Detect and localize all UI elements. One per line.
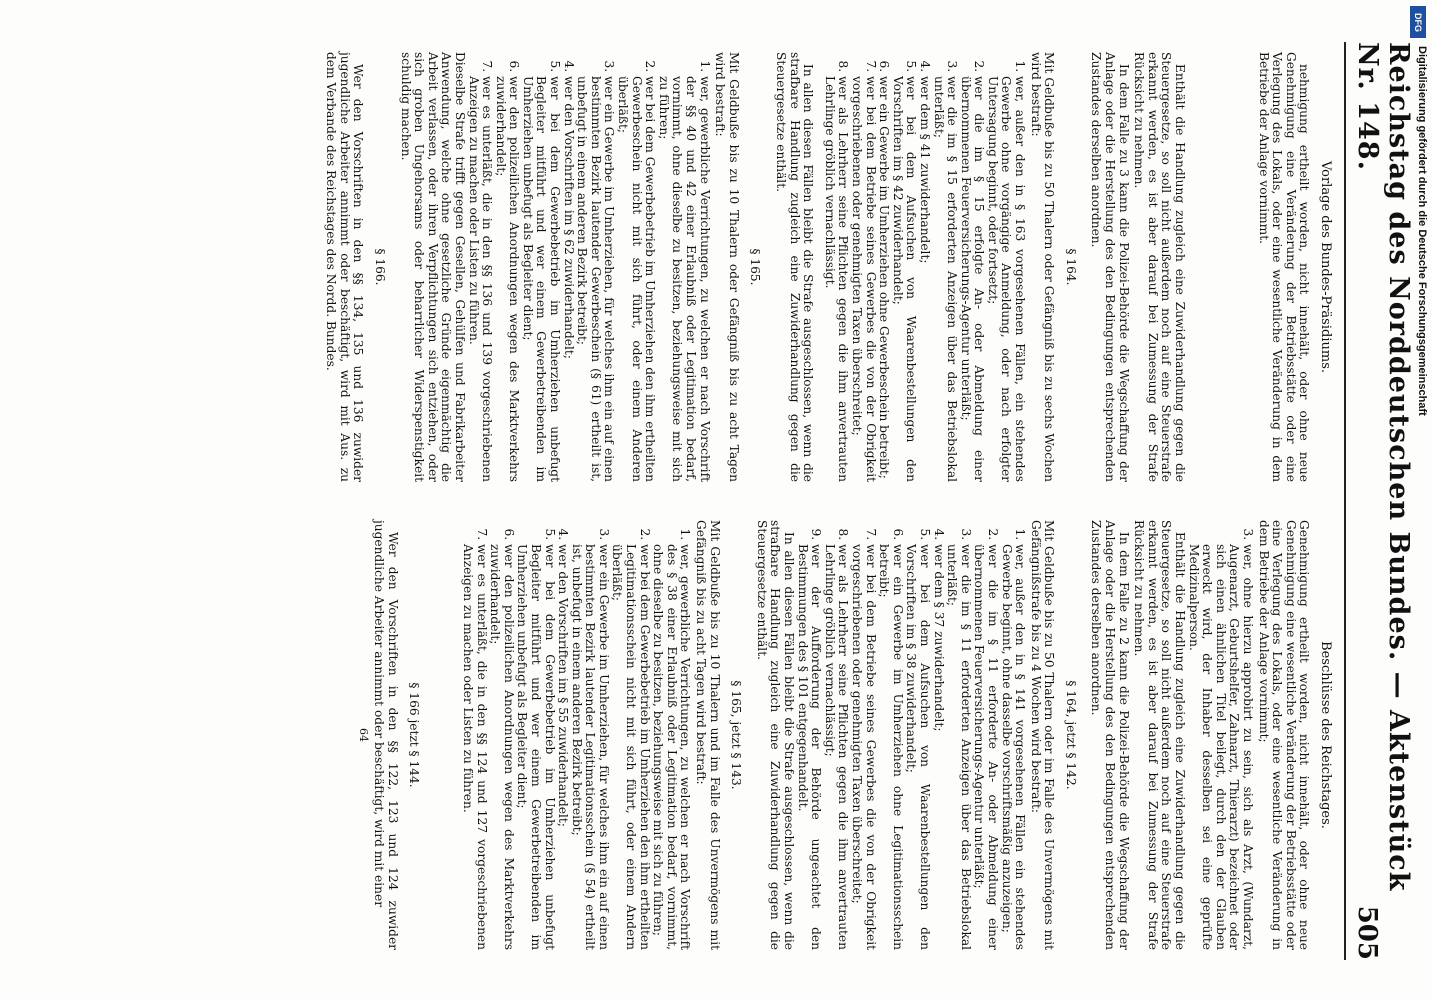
right-paragraph-2: Enthält die Handlung zugleich eine Zuwiderhandlung gegen die Steuergesetze, so soll nicht außerdem noch auf eine Steuerstrafe erkannt werden, es ist aber darauf bei Zumessung der Strafe Rücksicht zu nehmen. bbox=[1132, 520, 1188, 950]
left-section-head: Vorlage des Bundes-Präsidiums. bbox=[1318, 160, 1333, 373]
page-number: 505 bbox=[1352, 905, 1382, 960]
right-section-164: § 164, jetzt § 142. bbox=[1063, 680, 1078, 790]
left-paragraph-3: In dem Falle zu 3 kann die Polizei-Behörde die Wegschaffung der Anlage oder die Herstellung des den Bedingungen entsprechenden Zustandes derselben anordnen. bbox=[1089, 52, 1131, 482]
list-item: 3. wer die im § 11 erforderten Anzeigen über das Betriebslokal unterläßt; bbox=[945, 544, 972, 950]
left-section-166: § 166. bbox=[372, 248, 387, 286]
list-item: 6. wer ein Gewerbe im Umherziehen ohne Legitimationsschein betreibt; bbox=[877, 544, 904, 950]
list-item: 5. wer bei dem Aufsuchen von Waarenbestellungen den Vorschriften im § 42 zuwiderhandelt; bbox=[890, 76, 917, 482]
page-header bbox=[1344, 42, 1412, 960]
right-section-165: § 165, jetzt § 143. bbox=[729, 680, 744, 790]
right-paragraph-164: Mit Geldbuße bis zu 50 Thalern oder im Falle des Unvermögens mit Gefängnißstrafe bis zu 4 Wochen wird bestraft: bbox=[1028, 520, 1057, 950]
list-item: 3. wer ein Gewerbe im Umherziehen, für welches ihm ein auf einen bestimmten Bezirk lautender Gewerbeschein (§ 61) ertheilt ist, unbefugt in einem anderen Bezirk betreibt; bbox=[575, 76, 616, 482]
list-item: 5. wer bei dem Aufsuchen von Waarenbestellungen den Vorschriften im § 38 zuwiderhandelt; bbox=[904, 544, 931, 950]
list-item: 7. wer es unterläßt, die in den §§ 124 und 127 vorgeschriebenen Anzeigen zu machen oder Listen zu führen. bbox=[460, 544, 487, 950]
right-list-164 bbox=[795, 520, 1026, 950]
right-column bbox=[354, 520, 1334, 950]
list-item: 4. wer dem § 41 zuwiderhandelt; bbox=[917, 76, 931, 482]
list-item: 7. wer bei dem Betriebe seines Gewerbes die von der Obrigkeit vorgeschriebenen oder genehmigten Taxen überschreitet; bbox=[849, 76, 876, 482]
right-list-165 bbox=[460, 520, 691, 950]
list-item: 4. wer den Vorschriften im § 55 zuwiderhandelt; bbox=[556, 544, 570, 950]
page-title: Reichstag des Norddeutschen Bundes. — Aktenstück Nr. 148. bbox=[1352, 42, 1414, 892]
list-item: 2. wer bei dem Gewerbebetrieb im Umherziehen den ihm ertheilten Gewerbeschein nicht mit sich führt, oder einem Anderen überläßt; bbox=[615, 76, 656, 482]
list-item: 4. wer dem § 37 zuwiderhandelt; bbox=[931, 544, 945, 950]
dfg-credit: Digitalisierung gefördert durch die Deutsche Forschungsgemeinschaft bbox=[1416, 46, 1428, 416]
left-paragraph-164: Mit Geldbuße bis zu 50 Thalern oder Gefängniß bis zu sechs Wochen wird bestraft: bbox=[1028, 52, 1057, 482]
left-paragraph-165: Mit Geldbuße bis zu 10 Thalern oder Gefängniß bis zu acht Tagen wird bestraft: bbox=[713, 52, 741, 482]
sheet-number: 64 bbox=[356, 728, 370, 742]
list-item: 8. wer als Lehrherr seine Pflichten gegen die ihm anvertrauten Lehrlinge gröblich vernachlässigt; bbox=[822, 544, 849, 950]
left-paragraph-166: Wer den Vorschriften in den §§ 134, 135 und 136 zuwider jugendliche Arbeiter annimmt oder beschäftigt, wird mit Aus. zu dem Verbande des Reichstages des Nordd. Bundes. bbox=[324, 52, 366, 482]
list-item: 5. wer bei dem Gewerbebetrieb im Umherziehen unbefugt Begleiter mitführt und wer einem Gewerbetreibenden im Umherziehen unbefugt als Begleiter dient; bbox=[515, 544, 556, 950]
list-item: 3. wer die im § 15 erforderten Anzeigen über das Betriebslokal unterläßt; bbox=[931, 76, 958, 482]
left-paragraph-1: nehmigung ertheilt worden, nicht innehält, oder ohne neue Genehmigung eine Veränderung der Betriebsstätte oder eine Verlegung des Lokals, oder eine wesentliche Veränderung in dem Betriebe der Anlage vornimmt. bbox=[1256, 52, 1312, 482]
list-item: 5. wer bei dem Gewerbebetrieb im Umherziehen unbefugt Begleiter mitführt und wer einem Gewerbetreibenden im Umherziehen unbefugt als Begleiter dient; bbox=[520, 76, 561, 482]
list-item: 2. wer die im § 15 erfolgte An- oder Abmeldung einer übernommenen Feuerversicherungs-Agentur unterläßt; bbox=[958, 76, 985, 482]
list-item: 4. wer den Vorschriften im § 62 zuwiderhandelt; bbox=[561, 76, 575, 482]
list-item: 6. wer den polizeilichen Anordnungen wegen des Marktverkehrs zuwiderhandelt; bbox=[488, 544, 515, 950]
left-list-165 bbox=[466, 52, 711, 482]
left-section-164: § 164. bbox=[1063, 248, 1078, 286]
right-paragraph-164b: In allen diesen Fällen bleibt die Strafe ausgeschlossen, wenn die strafbare Handlung zugleich eine Zuwiderhandlung gegen die Steuergesetze enthält. bbox=[754, 520, 797, 950]
left-paragraph-165b: Dieselbe Strafe trifft gegen Gesellen, Gehülfen und Fabrikarbeiter Anwendung, welche ohne gesetzliche Gründe eigenmächtig die Arbeit verlassen, oder ihren Verpflichtungen sich entziehen, oder sich groben Ungehorsams oder beharrlicher Widerspenstigkeit schuldig machen. bbox=[398, 52, 467, 482]
list-item: 6. wer den polizeilichen Anordnungen wegen des Marktverkehrs zuwiderhandelt; bbox=[493, 76, 520, 482]
list-item: 2. wer die im § 11 erforderte An- oder Abmeldung einer übernommenen Feuerversicherungs-Agentur unterläßt; bbox=[972, 544, 999, 950]
dfg-sidebar bbox=[1408, 6, 1428, 936]
list-item: 1. wer, gewerbliche Verrichtungen, zu welchen er nach Vorschrift des § 38 einer Erlaubniß oder Legitimation bedarf, vornimmt, ohne dieselbe zu besitzen, beziehungsweise mit sich zu führen; bbox=[651, 544, 692, 950]
right-paragraph-1: Genehmigung ertheilt worden, nicht innehält, oder ohne neue Genehmigung eine wesentliche Veränderung der Betriebsstätte oder eine Verlegung des Lokals, oder eine wesentliche Veränderung in dem Betriebe der Anlage vornimmt; bbox=[1256, 520, 1312, 950]
right-paragraph-166: Wer den Vorschriften in den §§ 122, 123 und 124 zuwider jugendliche Arbeiter annimmt oder beschäftigt, wird mit einer bbox=[372, 520, 400, 950]
left-column bbox=[322, 52, 1334, 482]
list-item: 9. wer der Aufforderung der Behörde ungeachtet den Bestimmungen des § 101 entgegenhandelt. bbox=[795, 544, 822, 950]
left-paragraph-164b: In allen diesen Fällen bleibt die Strafe ausgeschlossen, wenn die strafbare Handlung zugleich eine Zuwiderhandlung gegen die Steuergesetze enthält. bbox=[774, 52, 816, 482]
list-item: 2. wer bei dem Gewerbebetrieb im Umherziehen den ihm ertheilten Legitimationsschein nicht mit sich führt, oder einem Andern überläßt; bbox=[610, 544, 651, 950]
list-item: 6. wer ein Gewerbe im Umherziehen ohne Gewerbeschein betreibt; bbox=[877, 76, 891, 482]
list-item: 1. wer, außer den in § 141 vorgesehenen Fällen ein stehendes Gewerbe beginnt, ohne dasselbe vorschriftsmäßig anzuzeigen; bbox=[999, 544, 1026, 950]
list-item: 1. wer, gewerbliche Verrichtungen, zu welchen er nach Vorschrift der §§ 40 und 42 einer Erlaubniß oder Legitimation bedarf, vornimmt, ohne dieselbe zu besitzen, beziehungsweise mit sich zu führen; bbox=[656, 76, 710, 482]
list-item: 7. wer bei dem Betriebe seines Gewerbes die von der Obrigkeit vorgeschriebenen oder genehmigten Taxen überschreitet; bbox=[849, 544, 876, 950]
list-item: 8. wer als Lehrherr seine Pflichten gegen die ihm anvertrauten Lehrlinge gröblich vernachlässigt. bbox=[822, 76, 849, 482]
right-paragraph-3: In dem Falle zu 2 kann die Polizei-Behörde die Wegschaffung der Anlage oder die Herstellung des den Bedingungen entsprechenden Zustandes derselben anordnen. bbox=[1089, 520, 1131, 950]
left-list-164 bbox=[822, 52, 1026, 482]
dfg-logo: DFG bbox=[1410, 6, 1426, 38]
list-item: 7. wer es unterläßt, die in den §§ 136 und 139 vorgeschriebenen Anzeigen zu machen oder Listen zu führen. bbox=[466, 76, 493, 482]
right-section-166: § 166 jetzt § 144. bbox=[407, 682, 422, 788]
list-item: 3. wer, ohne hierzu approbirt zu sein, sich als Arzt, (Wundarzt, Augenarzt, Geburtshelfer, Zahnarzt, Thierarzt) bezeichnet oder sich einen ähnlichen Titel beilegt, durch den der Glauben erweckt wird, der Inhaber desselben sei eine geprüfte Medizinalperson. bbox=[1186, 544, 1254, 950]
list-item: 1. wer, außer den in § 163 vorgesehenen Fällen, ein stehendes Gewerbe ohne vorgängige Anmeldung, oder nach erfolgter Untersagung beginnt, oder fortsetzt; bbox=[985, 76, 1026, 482]
list-item: 3. wer ein Gewerbe im Umherziehen, für welches ihm ein auf einen bestimmten Bezirk lautender Legitimationsschein (§ 54) ertheilt ist, unbefugt in einem anderen Bezirk betreibt; bbox=[569, 544, 610, 950]
left-paragraph-2: Enthält die Handlung zugleich eine Zuwiderhandlung gegen die Steuergesetze, so soll nicht außerdem noch auf eine Steuerstrafe erkannt werden, es ist aber darauf bei Zumessung der Strafe Rücksicht zu nehmen. bbox=[1132, 52, 1188, 482]
left-section-165: § 165. bbox=[748, 248, 763, 286]
right-list-item3 bbox=[1186, 520, 1254, 950]
right-section-head: Beschlüsse des Reichstages. bbox=[1318, 641, 1333, 829]
right-paragraph-165: Mit Geldbuße bis zu 10 Thalern und im Falle des Unvermögens mit Gefängniß bis zu acht Tagen wird bestraft: bbox=[694, 520, 722, 950]
